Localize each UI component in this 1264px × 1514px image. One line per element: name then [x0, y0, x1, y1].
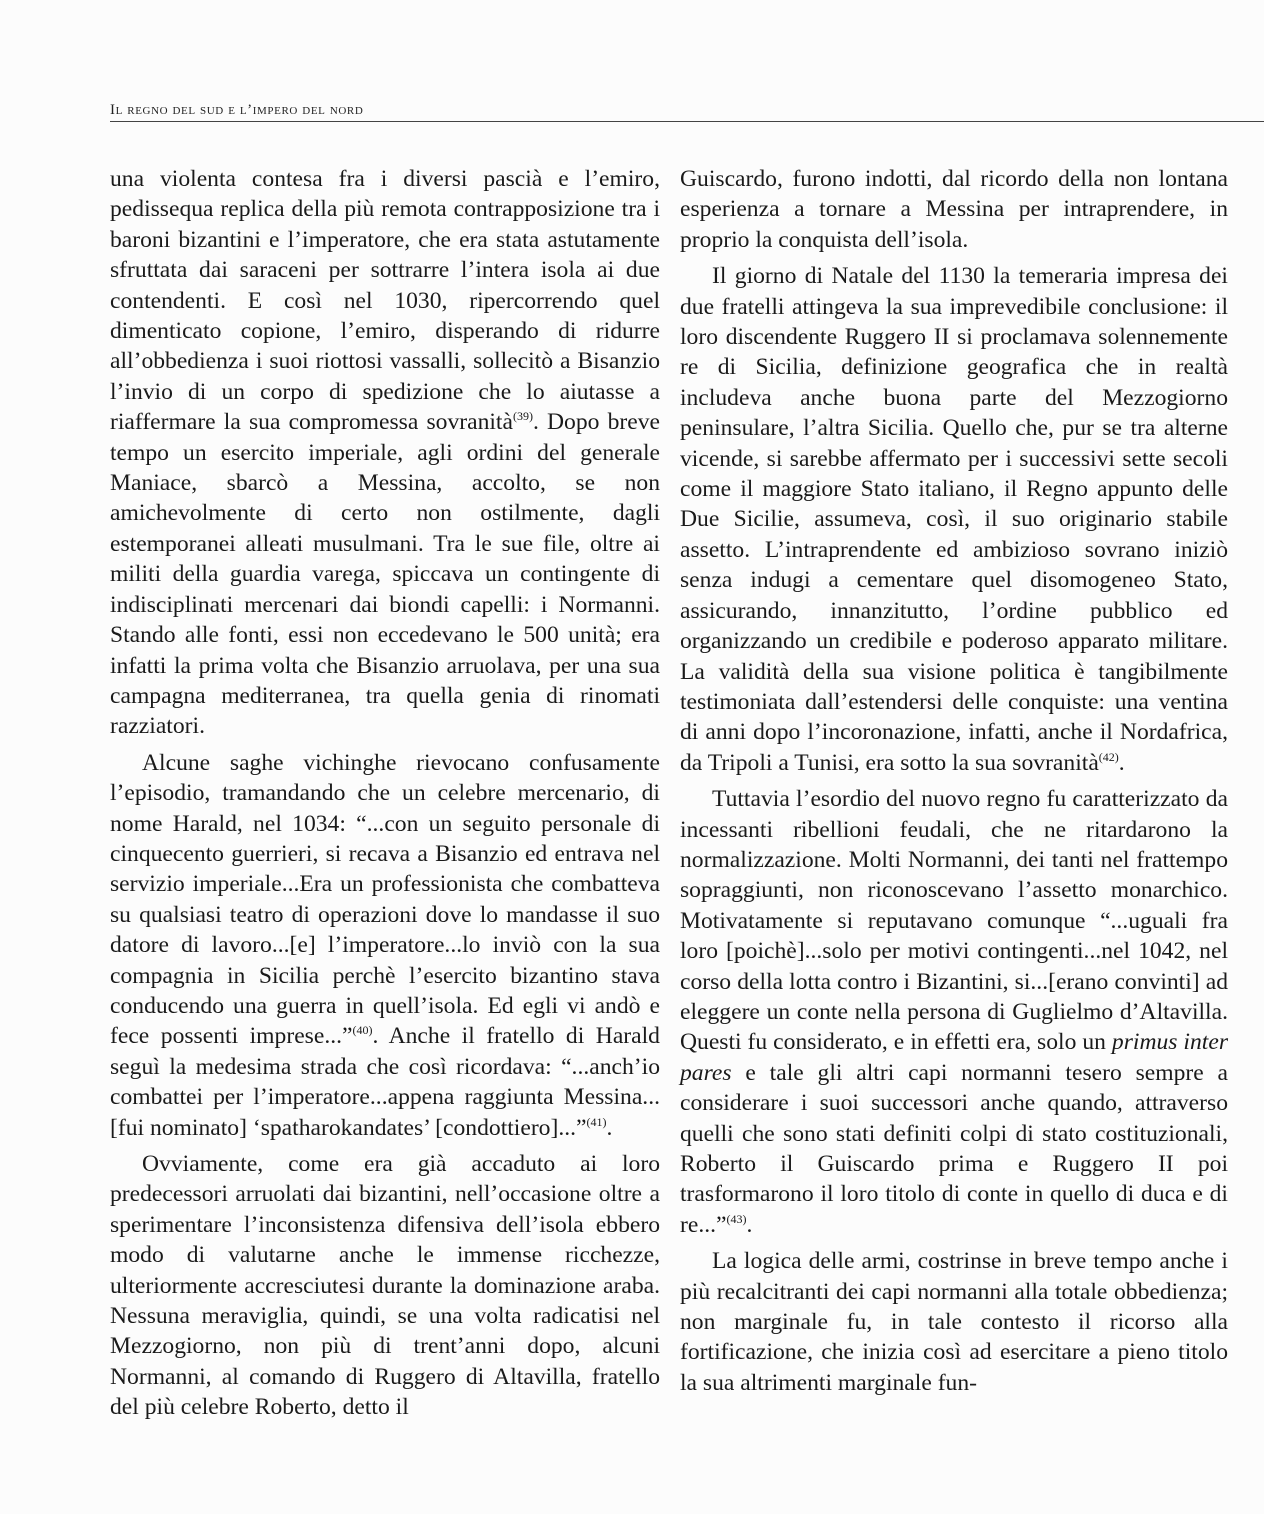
- paragraph-6: [680, 784, 1228, 1240]
- paragraph-text: e tale gli altri capi normanni tesero sempre a considerare i suoi successori anche quando, attraverso quelli che sono stati definiti colpi di stato costituzionali, Roberto il Guiscardo prima e Ruggero II poi trasformarono il loro titolo di conte in quello di duca e di re...”: [680, 1059, 1228, 1238]
- paragraph-text: una violenta contesa fra i diversi pascià e l’emiro, pedissequa replica della più remota contrapposizione tra i baroni bizantini e l’imperatore, che era stata astutamente sfruttata dai saraceni per sottrarre l’intera isola ai due contendenti. E così nel 1030, ripercorrendo quel dimenticato copione, l’emiro, disperando di ridurre all’obbedienza i suoi riottosi vassalli, sollecitò a Bisanzio l’invio di un corpo di spedizione che lo aiutasse a riaffermare la sua compromessa sovranità: [110, 166, 660, 436]
- paragraph-5: [680, 261, 1228, 778]
- paragraph-7: [680, 1246, 1228, 1398]
- paragraph-1: [110, 164, 660, 742]
- paragraph-text: . Dopo breve tempo un esercito imperiale, agli ordini del generale Maniace, sbarcò a Messina, accolto, se non amichevolmente di certo non ostilmente, dagli estemporanei alleati musulmani. Tra le sue file, oltre ai militi della guardia varega, spiccava un contingente di indisciplinati mercenari dai biondi capelli: i Normanni. Stando alle fonti, essi non eccedevano le 500 unità; era infatti la prima volta che Bisanzio arruolava, per una sua campagna mediterranea, tra quella genia di rinomati razziatori.: [110, 409, 660, 740]
- footnote-ref-39[interactable]: (39): [512, 409, 533, 424]
- right-column: [680, 164, 1228, 1400]
- footnote-ref-43[interactable]: (43): [726, 1211, 747, 1226]
- paragraph-4: [680, 164, 1228, 255]
- running-head: [110, 101, 1264, 122]
- paragraph-text: Ovviamente, come era già accaduto ai loro predecessori arruolati dai bizantini, nell’occasione oltre a sperimentare l’inconsistenza difensiva dell’isola ebbero modo di valutarne anche le immense ricchezze, ulteriormente accresciutesi durante la dominazione araba. Nessuna meraviglia, quindi, se una volta radicatisi nel Mezzogiorno, non più di trent’anni dopo, alcuni Normanni, al comando di Ruggero di Altavilla, fratello del più celebre Roberto, detto il: [110, 1151, 660, 1421]
- paragraph-text: .: [1118, 749, 1125, 776]
- left-column: [110, 164, 660, 1425]
- paragraph-text: Alcune saghe vichinghe rievocano confusamente l’episodio, tramandando che un celebre mercenario, di nome Harald, nel 1034: “...con un seguito personale di cinquecento guerrieri, si recava a Bisanzio ed entrava nel servizio imperiale...Era un professionista che combatteva su qualsiasi teatro di operazioni dove lo mandasse il suo datore di lavoro...[e] l’imperatore...lo inviò con la sua compagnia in Sicilia perchè l’esercito bizantino stava conducendo una guerra in quell’isola. Ed egli vi andò e fece possenti imprese...”: [110, 749, 660, 1050]
- paragraph-3: [110, 1149, 660, 1423]
- paragraph-2: [110, 748, 660, 1143]
- running-title: Il regno del sud e l’impero del nord: [110, 102, 364, 118]
- paragraph-text: .: [746, 1211, 753, 1238]
- paragraph-text: Il giorno di Natale del 1130 la temeraria impresa dei due fratelli attingeva la sua imprevedibile conclusione: il loro discendente Ruggero II si proclamava solennemente re di Sicilia, definizione geografica che in realtà includeva anche buona parte del Mezzogiorno peninsulare, l’altra Sicilia. Quello che, pur se tra alterne vicende, si sarebbe affermato per i successivi sette secoli come il maggiore Stato italiano, il Regno appunto delle Due Sicilie, assumeva, così, il suo originario stabile assetto. L’intraprendente ed ambizioso sovrano iniziò senza indugi a cementare quel disomogeneo Stato, assicurando, innanzitutto, l’ordine pubblico ed organizzando un credibile e poderoso apparato militare. La validità della sua visione politica è tangibilmente testimoniata dall’estendersi delle conquiste: una ventina di anni dopo l’incoronazione, infatti, anche il Nordafrica, da Tripoli a Tunisi, era sotto la sua sovranità: [680, 263, 1228, 776]
- italic-phrase: primus inter pares: [680, 1029, 1228, 1086]
- paragraph-text: .: [606, 1114, 613, 1141]
- footnote-ref-40[interactable]: (40): [352, 1023, 373, 1038]
- paragraph-text: Guiscardo, furono indotti, dal ricordo della non lontana esperienza a tornare a Messina per intraprendere, in proprio la conquista dell’isola.: [680, 166, 1228, 253]
- paragraph-text: Tuttavia l’esordio del nuovo regno fu caratterizzato da incessanti ribellioni feudali, che ne ritardarono la normalizzazione. Molti Normanni, dei tanti nel frattempo sopraggiunti, non riconoscevano l’assetto monarchico. Motivatamente si reputavano comunque “...uguali fra loro [poichè]...solo per motivi contingenti...nel 1042, nel corso della lotta contro i Bizantini, si...[erano convinti] ad eleggere un conte nella persona di Guglielmo d’Altavilla. Questi fu considerato, e in effetti era, solo un: [680, 786, 1228, 1056]
- paragraph-text: La logica delle armi, costrinse in breve tempo anche i più recalcitranti dei capi normanni alla totale obbedienza; non marginale fu, in tale contesto il ricorso alla fortificazione, che inizia così ad esercitare a pieno titolo la sua altrimenti marginale fun-: [680, 1248, 1228, 1396]
- paragraph-text: . Anche il fratello di Harald seguì la medesima strada che così ricordava: “...anch’io combattei per l’imperatore...appena raggiunta Messina...[fui nominato] ‘spatharokandates’ [condottiero]...”: [110, 1023, 660, 1141]
- footnote-ref-41[interactable]: (41): [586, 1114, 607, 1129]
- footnote-ref-42[interactable]: (42): [1098, 749, 1119, 764]
